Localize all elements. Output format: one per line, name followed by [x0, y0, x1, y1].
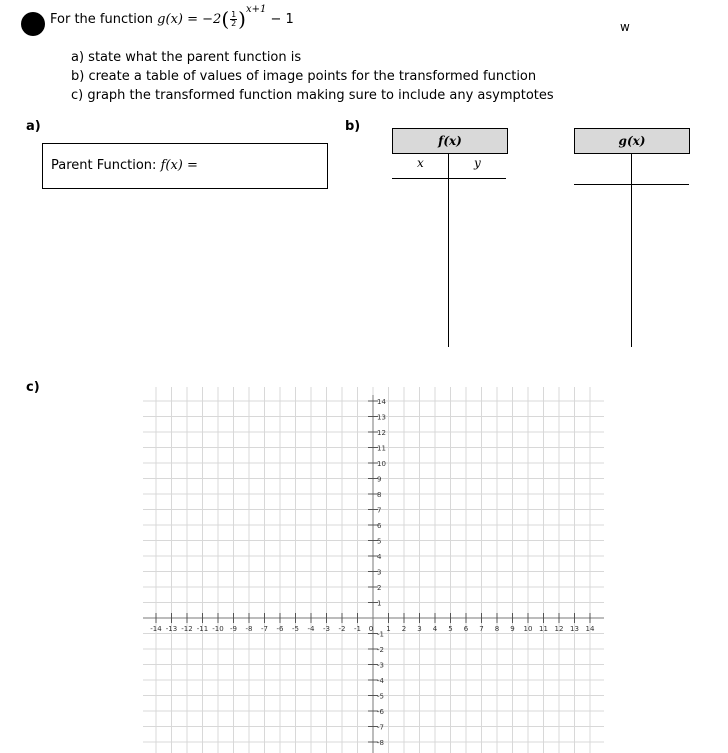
x-tick-label: 6	[463, 625, 469, 633]
fraction-denominator: 2	[231, 18, 237, 28]
y-tick-label: -5	[377, 692, 384, 701]
x-tick-label: -4	[307, 625, 315, 633]
y-tick-label: 3	[377, 568, 382, 577]
fraction-numerator: 1	[231, 9, 237, 19]
x-tick-label: -7	[261, 625, 268, 633]
equation-lead: = −2	[187, 11, 222, 27]
y-tick-label: -6	[377, 708, 384, 716]
task-b: b) create a table of values of image points for the transformed function	[71, 69, 537, 84]
y-tick-label: 6	[377, 522, 382, 530]
x-tick-label: -14	[150, 625, 162, 633]
y-tick-label: 10	[377, 460, 386, 468]
table-f-col-y: y	[474, 156, 481, 170]
x-tick-label: -10	[212, 625, 224, 633]
table-f-col-x: x	[417, 156, 424, 170]
equation-tail: − 1	[270, 11, 294, 27]
y-tick-label: -7	[377, 723, 384, 732]
x-tick-label: 7	[479, 625, 484, 633]
y-tick-label: -1	[377, 630, 384, 639]
x-tick-label: -8	[245, 625, 253, 633]
y-tick-label: 14	[377, 398, 386, 406]
x-tick-label: 11	[539, 625, 548, 633]
section-a-label: a)	[26, 119, 41, 134]
section-b-label: b)	[345, 119, 361, 134]
y-tick-label: -2	[377, 646, 384, 654]
y-tick-label: 5	[377, 537, 382, 546]
intro-text: For the function	[50, 11, 154, 27]
y-tick-label: 9	[377, 475, 382, 484]
function-name: g(x)	[157, 11, 183, 27]
y-tick-label: 11	[377, 444, 386, 453]
y-tick-label: 4	[377, 553, 382, 561]
x-tick-label: 8	[494, 625, 500, 633]
y-tick-label: 2	[377, 584, 382, 592]
x-tick-label: 4	[432, 625, 438, 633]
function-statement: For the function g(x) = −2 ( $\frac{1}{2}$ ) x+1 − 1	[50, 3, 294, 31]
x-tick-label: 1	[386, 625, 391, 633]
x-tick-label: 5	[448, 625, 453, 633]
section-c-label: c)	[26, 380, 40, 395]
parent-function-expr: f(x) =	[160, 158, 198, 173]
x-tick-label: 12	[554, 625, 564, 633]
y-tick-label: -3	[377, 661, 384, 670]
task-c: c) graph the transformed function making sure to include any asymptotes	[71, 88, 554, 103]
x-tick-label: 3	[417, 625, 422, 633]
x-tick-label: -1	[354, 625, 361, 633]
y-tick-label: 8	[377, 491, 382, 499]
y-tick-label: 12	[377, 429, 386, 437]
x-tick-label: 10	[523, 625, 533, 633]
x-tick-label: -11	[196, 625, 209, 633]
table-g-header: g(x)	[574, 128, 690, 154]
x-tick-label: 14	[585, 625, 595, 633]
y-tick-label: 13	[377, 413, 386, 422]
x-tick-label: 2	[401, 625, 407, 633]
x-tick-label: -3	[323, 625, 330, 633]
watermark-letter: w	[620, 20, 630, 34]
x-tick-label: -6	[276, 625, 284, 633]
x-tick-label: 13	[570, 625, 579, 633]
x-tick-label: -9	[230, 625, 237, 633]
table-f-header: f(x)	[392, 128, 508, 154]
x-tick-label: -5	[292, 625, 299, 633]
task-a: a) state what the parent function is	[71, 50, 302, 65]
y-tick-label: 7	[377, 506, 382, 515]
exponent: x+1	[245, 3, 267, 15]
y-tick-label: -8	[377, 739, 384, 747]
x-tick-label: -13	[165, 625, 178, 633]
x-tick-label: 0	[368, 625, 374, 633]
x-tick-label: -2	[338, 625, 346, 633]
y-tick-label: -4	[377, 677, 384, 685]
y-tick-label: 1	[377, 599, 382, 608]
parent-function-label: Parent Function:	[51, 158, 157, 173]
x-tick-label: 9	[510, 625, 515, 633]
x-tick-label: -12	[181, 625, 193, 633]
